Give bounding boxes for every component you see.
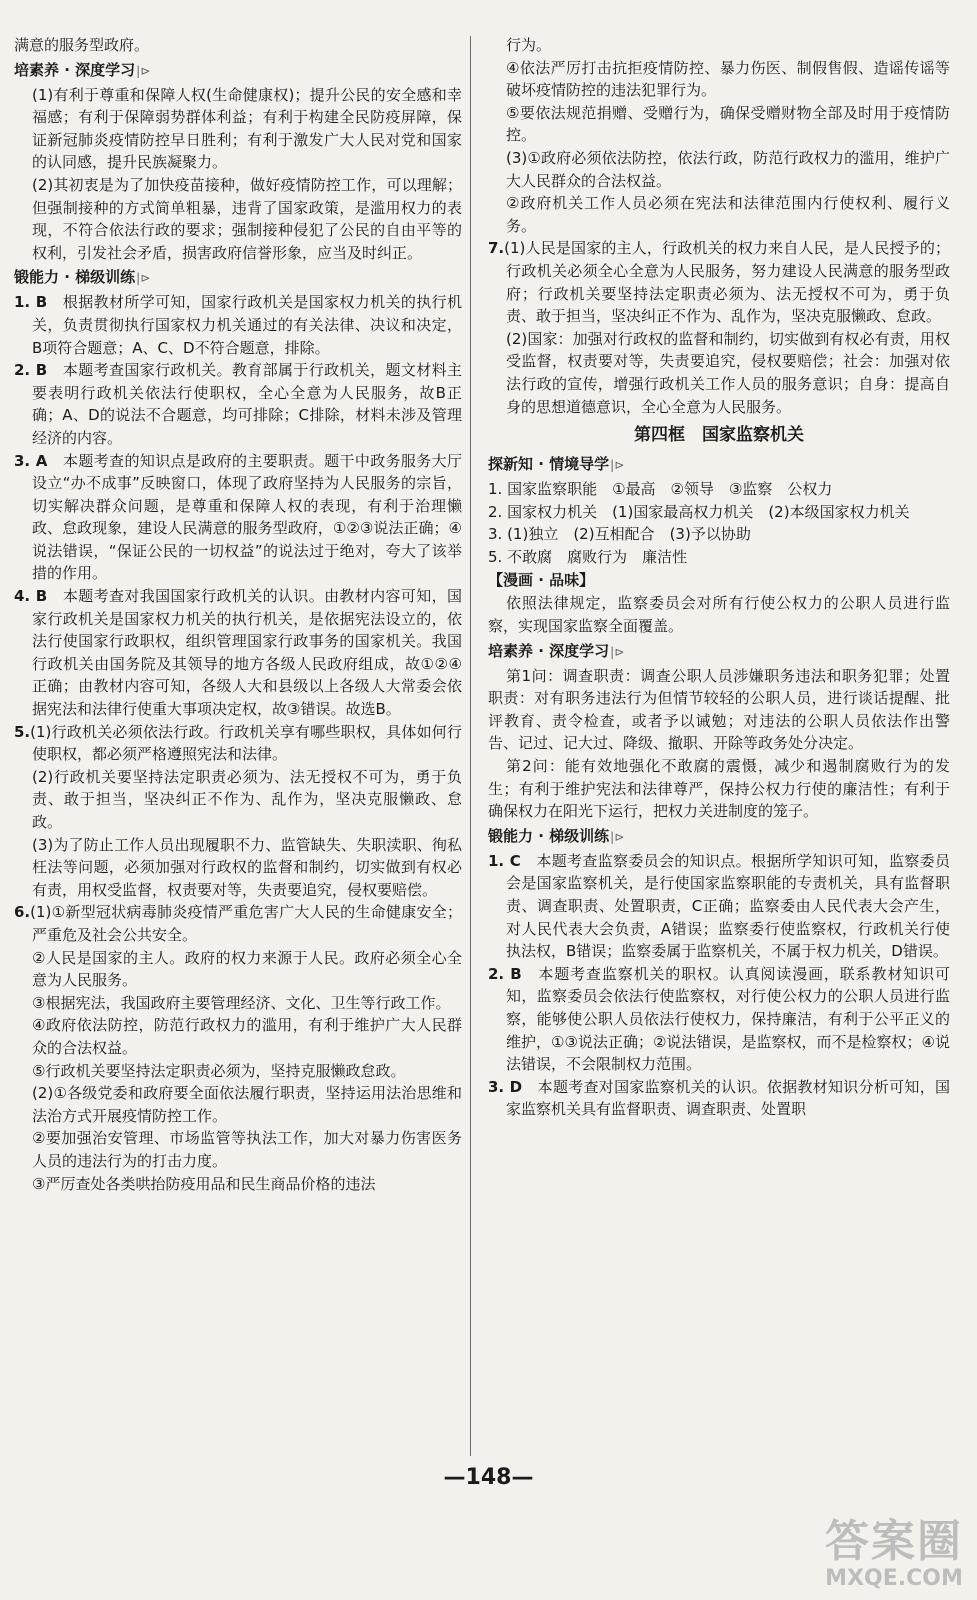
paragraph: ②要加强治安管理、市场监管等执法工作，加大对暴力伤害医务人员的违法行为的打击力度。 xyxy=(32,1129,462,1170)
paragraph: ②人民是国家的主人。政府的权力来源于人民。政府必须全心全意为人民服务。 xyxy=(32,948,462,990)
answer-text: (1)①新型冠状病毒肺炎疫情严重危害广大人民的生命健康安全；严重危及社会公共安全。 xyxy=(30,903,462,944)
heading-arrow-icon: |⊳ xyxy=(610,458,625,473)
answer-number: 1. B xyxy=(14,293,48,312)
paragraph: ④依法严厉打击抗拒疫情防控、暴力伤医、制假售假、造谣传谣等破坏疫情防控的违法犯罪行为。 xyxy=(506,58,950,100)
paragraph: ④政府依法防控，防范行政权力的滥用，有利于维护广大人民群众的合法权益。 xyxy=(32,1016,462,1057)
answer-item xyxy=(488,478,950,501)
answer-item xyxy=(14,721,462,766)
left-column xyxy=(14,34,462,1195)
answer-item xyxy=(488,963,950,1076)
answer-number: 6. xyxy=(14,903,31,922)
answer-text: 2. 国家权力机关 (1)国家最高权力机关 (2)本级国家权力机关 xyxy=(488,502,910,521)
heading-arrow-icon: |⊳ xyxy=(136,63,151,78)
heading-arrow-icon: |⊳ xyxy=(610,829,625,844)
section-heading-text: 培素养 · 深度学习 xyxy=(14,60,136,79)
answer-item xyxy=(14,450,462,586)
answer-number: 2. B xyxy=(488,964,522,983)
answer-number: 3. D xyxy=(488,1077,523,1096)
paragraph: 行为。 xyxy=(506,36,552,54)
section-heading-text: 培素养 · 深度学习 xyxy=(488,641,610,660)
paragraph: ②政府机关工作人员必须在宪法和法律范围内行使权利、履行义务。 xyxy=(506,194,950,235)
paragraph: (2)行政机关要坚持法定职责必须为、法无授权不可为，勇于负责、敢于担当，坚决纠正不作为、乱作为，坚决克服懒政、怠政。 xyxy=(32,767,462,831)
answer-item xyxy=(488,523,950,546)
answer-text: 本题考查监察机关的职权。认真阅读漫画，联系教材知识可知，监察委员会依法行使监察权，对行使公权力的公职人员进行监察，能够使公职人员依法行使权力，保持廉洁，有利于公平正义的维护，①③说法正确；②说法错误，是监察权，而不是检察权；④说法错误，不会限制权力范围。 xyxy=(506,964,950,1074)
heading-arrow-icon: |⊳ xyxy=(610,644,625,659)
section-title: 第四框 国家监察机关 xyxy=(634,425,804,446)
paragraph: 满意的服务型政府。 xyxy=(14,36,150,54)
answer-item xyxy=(488,546,950,569)
answer-text: 本题考查对我国国家行政机关的认识。由教材内容可知，国家行政机关是国家权力机关的执行机关，是依据宪法设立的，依法行使国家行政职权，组织管理国家行政事务的国家机关。我国行政机关由国务院及其领导的地方各级人民政府组成，故①②④正确；由教材内容可知，各级人大和县级以上各级人大常委会依据宪法和法律行使重大事项决定权，故③错误。故选B。 xyxy=(32,587,462,719)
paragraph: (2)其初衷是为了加快疫苗接种，做好疫情防控工作，可以理解；但强制接种的方式简单粗暴，违背了国家政策，是滥用权力的表现，不符合依法行政的要求；强制接种侵犯了公民的自由平等的权利，引发社会矛盾，损害政府信誉形象，应当及时纠正。 xyxy=(32,175,462,262)
section-heading xyxy=(488,824,950,849)
paragraph: (3)①政府必须依法防控，依法行政，防范行政权力的滥用，维护广大人民群众的合法权益。 xyxy=(506,148,950,190)
right-column xyxy=(488,34,950,1121)
answer-text: 1. 国家监察职能 ①最高 ②领导 ③监察 公权力 xyxy=(488,480,833,499)
page-number: —148— xyxy=(443,1465,534,1490)
paragraph: (3)为了防止工作人员出现履职不力、监管缺失、失职渎职、徇私枉法等问题，必须加强对行政权的监督和制约，切实做到有权必有责，用权受监督，权责要对等，失责要追究，侵权要赔偿。 xyxy=(32,835,462,899)
answer-text: 5. 不敢腐 腐败行为 廉洁性 xyxy=(488,547,688,566)
answer-item xyxy=(488,850,950,963)
answer-item xyxy=(488,1076,950,1121)
answer-text: 本题考查监察委员会的知识点。根据所学知识可知，监察委员会是国家监察机关，是行使国家监察职能的专责机关，具有监督职责、调查职责、处置职责，C正确；监察委由人民代表大会产生，对人民代表大会负责，A错误；监察委行使监察权，行政机关行使执法权，B错误；监察委属于监察机关，不属于权力机关，D错误。 xyxy=(506,851,950,961)
heading-arrow-icon: |⊳ xyxy=(136,271,151,286)
paragraph: ③根据宪法，我国政府主要管理经济、文化、卫生等行政工作。 xyxy=(32,993,451,1012)
answer-number: 4. B xyxy=(14,587,48,606)
section-heading-text: 锻能力 · 梯级训练 xyxy=(488,826,610,845)
answer-number: 2. B xyxy=(14,361,48,380)
section-heading xyxy=(488,452,950,477)
answer-text: (1)行政机关必须依法行政。行政机关享有哪些职权，具体如何行使职权，都必须严格遵照宪法和法律。 xyxy=(30,722,462,764)
answer-item xyxy=(14,585,462,721)
answer-text: 本题考查国家行政机关。教育部属于行政机关，题文材料主要表明行政机关依法行使职权，全心全意为人民服务，故B正确；A、D的说法不合题意，均可排除；C排除，材料未涉及管理经济的内容。 xyxy=(32,361,462,447)
answer-number: 1. C xyxy=(488,851,521,870)
answer-item xyxy=(14,359,462,449)
comic-heading: 【漫画 · 品味】 xyxy=(488,571,595,590)
answer-number: 7. xyxy=(488,239,505,258)
paragraph: 第2问：能有效地强化不敢腐的震慑，减少和遏制腐败行为的发生；有利于维护宪法和法律尊严，保持公权力行使的廉洁性；有利于确保权力在阳光下运行，把权力关进制度的笼子。 xyxy=(488,757,950,821)
watermark-url: MXQE.COM xyxy=(825,1566,963,1591)
answer-number: 3. A xyxy=(14,451,48,470)
section-heading xyxy=(488,639,950,664)
paragraph: 第1问：调查职责：调查公职人员涉嫌职务违法和职务犯罪；处置职责：对有职务违法行为但情节较轻的公职人员，进行谈话提醒、批评教育、责令检查，或者予以诫勉；对违法的公职人员依法作出警告、记过、记大过、降级、撤职、开除等政务处分决定。 xyxy=(488,666,950,753)
answer-item xyxy=(488,501,950,524)
section-heading xyxy=(14,265,462,290)
answer-text: (1)人民是国家的主人，行政机关的权力来自人民，是人民授予的；行政机关必须全心全意为人民服务，努力建设人民满意的服务型政府；行政机关要坚持法定职责必须为、法无授权不可为，勇于负责、敢于担当，坚决纠正不作为、乱作为，坚决克服懒政、怠政。 xyxy=(504,239,950,326)
answer-item xyxy=(14,291,462,359)
watermark-logo-text: 答案圈 xyxy=(825,1516,963,1567)
answer-item xyxy=(488,237,950,327)
section-heading-text: 探新知 · 情境导学 xyxy=(488,455,610,474)
answer-text: 本题考查对国家监察机关的认识。依据教材知识分析可知，国家监察机关具有监督职责、调查职责、处置职 xyxy=(506,1077,950,1119)
answer-text: 本题考查的知识点是政府的主要职责。题干中政务服务大厅设立“办不成事”反映窗口，体现了政府坚持为人民服务的宗旨，切实解决群众问题，是尊重和保障人权的表现，有利于治理懒政、怠政现象，建设人民满意的服务型政府，①②③说法正确；④说法错误，“保证公民的一切权益”的说法过于绝对，夸大了该举措的作用。 xyxy=(32,451,462,583)
paragraph: (1)有利于尊重和保障人权(生命健康权)；提升公民的安全感和幸福感；有利于保障弱势群体利益；有利于构建全民防疫屏障，保证新冠肺炎疫情防控早日胜利；有利于激发广大人民对党和国家的认同感，提升民族凝聚力。 xyxy=(32,85,462,172)
answer-number: 5. xyxy=(14,722,31,741)
section-heading xyxy=(14,58,462,83)
site-watermark xyxy=(825,1518,963,1592)
answer-item xyxy=(14,901,462,946)
paragraph: ⑤要依法规范捐赠、受赠行为，确保受赠财物全部及时用于疫情防控。 xyxy=(506,103,950,145)
paragraph: 依照法律规定，监察委员会对所有行使公权力的公职人员进行监察，实现国家监察全面覆盖。 xyxy=(488,594,950,636)
section-heading-text: 锻能力 · 梯级训练 xyxy=(14,268,136,287)
paragraph: ③严厉查处各类哄抬防疫用品和民生商品价格的违法 xyxy=(32,1174,376,1193)
answer-text: 根据教材所学可知，国家行政机关是国家权力机关的执行机关，负责贯彻执行国家权力机关通过的有关法律、决议和决定，B项符合题意；A、C、D不符合题意，排除。 xyxy=(32,293,462,357)
paragraph: (2)国家：加强对行政权的监督和制约，切实做到有权必有责，用权受监督，权责要对等，失责要追究，侵权要赔偿；社会：加强对依法行政的宣传，增强行政机关工作人员的服务意识；自身：提高自身的思想道德意识，全心全意为人民服务。 xyxy=(506,329,950,416)
paragraph: (2)①各级党委和政府要全面依法履行职责，坚持运用法治思维和法治方式开展疫情防控工作。 xyxy=(32,1084,462,1125)
column-divider xyxy=(470,36,471,1456)
paragraph: ⑤行政机关要坚持法定职责必须为，坚持克服懒政怠政。 xyxy=(32,1061,406,1080)
answer-text: 3. (1)独立 (2)互相配合 (3)予以协助 xyxy=(488,525,751,544)
